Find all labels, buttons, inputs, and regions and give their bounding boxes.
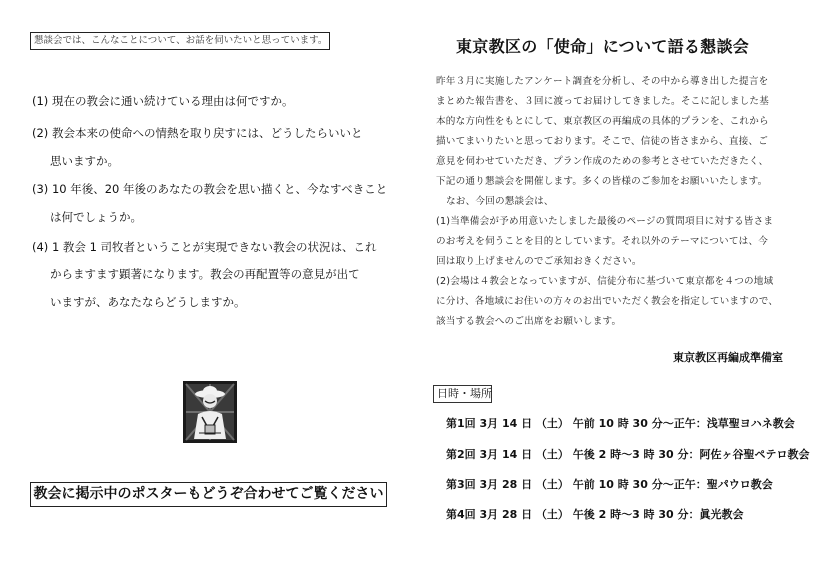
body-line: に分け、各地域にお住いの方々のお出でいただく教会を指定していますので、 bbox=[436, 296, 779, 307]
schedule-item: 第2回 3月 14 日 （土） 午後 2 時～3 時 30 分：阿佐ヶ谷聖ペテロ教会 bbox=[446, 448, 810, 461]
poster-note: 教会に掲示中のポスターもどうぞ合わせてご覧ください bbox=[30, 482, 387, 507]
body-line: 意見を伺わせていただき、プラン作成のための参考とさせていただきたく、 bbox=[436, 156, 769, 167]
schedule-item: 第4回 3月 28 日 （土） 午後 2 時～3 時 30 分：眞光教会 bbox=[446, 508, 744, 521]
body-line: 本的な方向性をもとにして、東京教区の再編成の具体的プランを、これから bbox=[436, 116, 769, 127]
body-line: 昨年３月に実施したアンケート調査を分析し、その中から導き出した提言を bbox=[436, 76, 769, 87]
body-line: のお考えを伺うことを目的としています。それ以外のテーマについては、今 bbox=[436, 236, 769, 247]
question-line: (1) 現在の教会に通い続けている理由は何ですか。 bbox=[32, 94, 294, 108]
page-title: 東京教区の「使命」について語る懇談会 bbox=[456, 37, 750, 56]
question-line: は何でしょうか。 bbox=[50, 210, 142, 224]
question-line: (2) 教会本来の使命への情熱を取り戻すには、どうしたらいいと bbox=[32, 126, 363, 140]
question-line: (3) 10 年後、20 年後のあなたの教会を思い描くと、今なすべきこと bbox=[32, 182, 388, 196]
intro-box: 懇談会では、こんなことについて、お話を伺いたいと思っています。 bbox=[30, 32, 330, 50]
schedule-item: 第3回 3月 28 日 （土） 午前 10 時 30 分～正午：聖パウロ教会 bbox=[446, 478, 773, 491]
body-line: なお、今回の懇談会は、 bbox=[446, 196, 554, 207]
question-line: 思いますか。 bbox=[50, 154, 119, 168]
question-line: (4) 1 教会 1 司牧者ということが実現できない教会の状況は、これ bbox=[32, 240, 377, 254]
body-line: (1)当準備会が予め用意いたしました最後のページの質問項目に対する皆さま bbox=[436, 216, 774, 227]
body-line: 描いてまいりたいと思っております。そこで、信徒の皆さまから、直接、ご bbox=[436, 136, 769, 147]
body-line: 該当する教会へのご出席をお願いします。 bbox=[436, 316, 622, 327]
body-line: まとめた報告書を、３回に渡ってお届けしてきました。そこに記しました基 bbox=[436, 96, 769, 107]
question-line: からますます顕著になります。教会の再配置等の意見が出て bbox=[50, 267, 360, 281]
body-line: 回は取り上げませんのでご承知おきください。 bbox=[436, 256, 642, 267]
question-line: いますが、あなたならどうしますか。 bbox=[50, 295, 246, 309]
office-name: 東京教区再編成準備室 bbox=[673, 351, 783, 364]
praying-figure-icon bbox=[183, 381, 237, 443]
body-line: (2)会場は４教会となっていますが、信徒分布に基づいて東京都を４つの地域 bbox=[436, 276, 774, 287]
body-line: 下記の通り懇談会を開催します。多くの皆様のご参加をお願いいたします。 bbox=[436, 176, 768, 187]
schedule-item: 第1回 3月 14 日 （土） 午前 10 時 30 分～正午：浅草聖ヨハネ教会 bbox=[446, 417, 795, 430]
datetime-label: 日時・場所 bbox=[433, 385, 492, 403]
